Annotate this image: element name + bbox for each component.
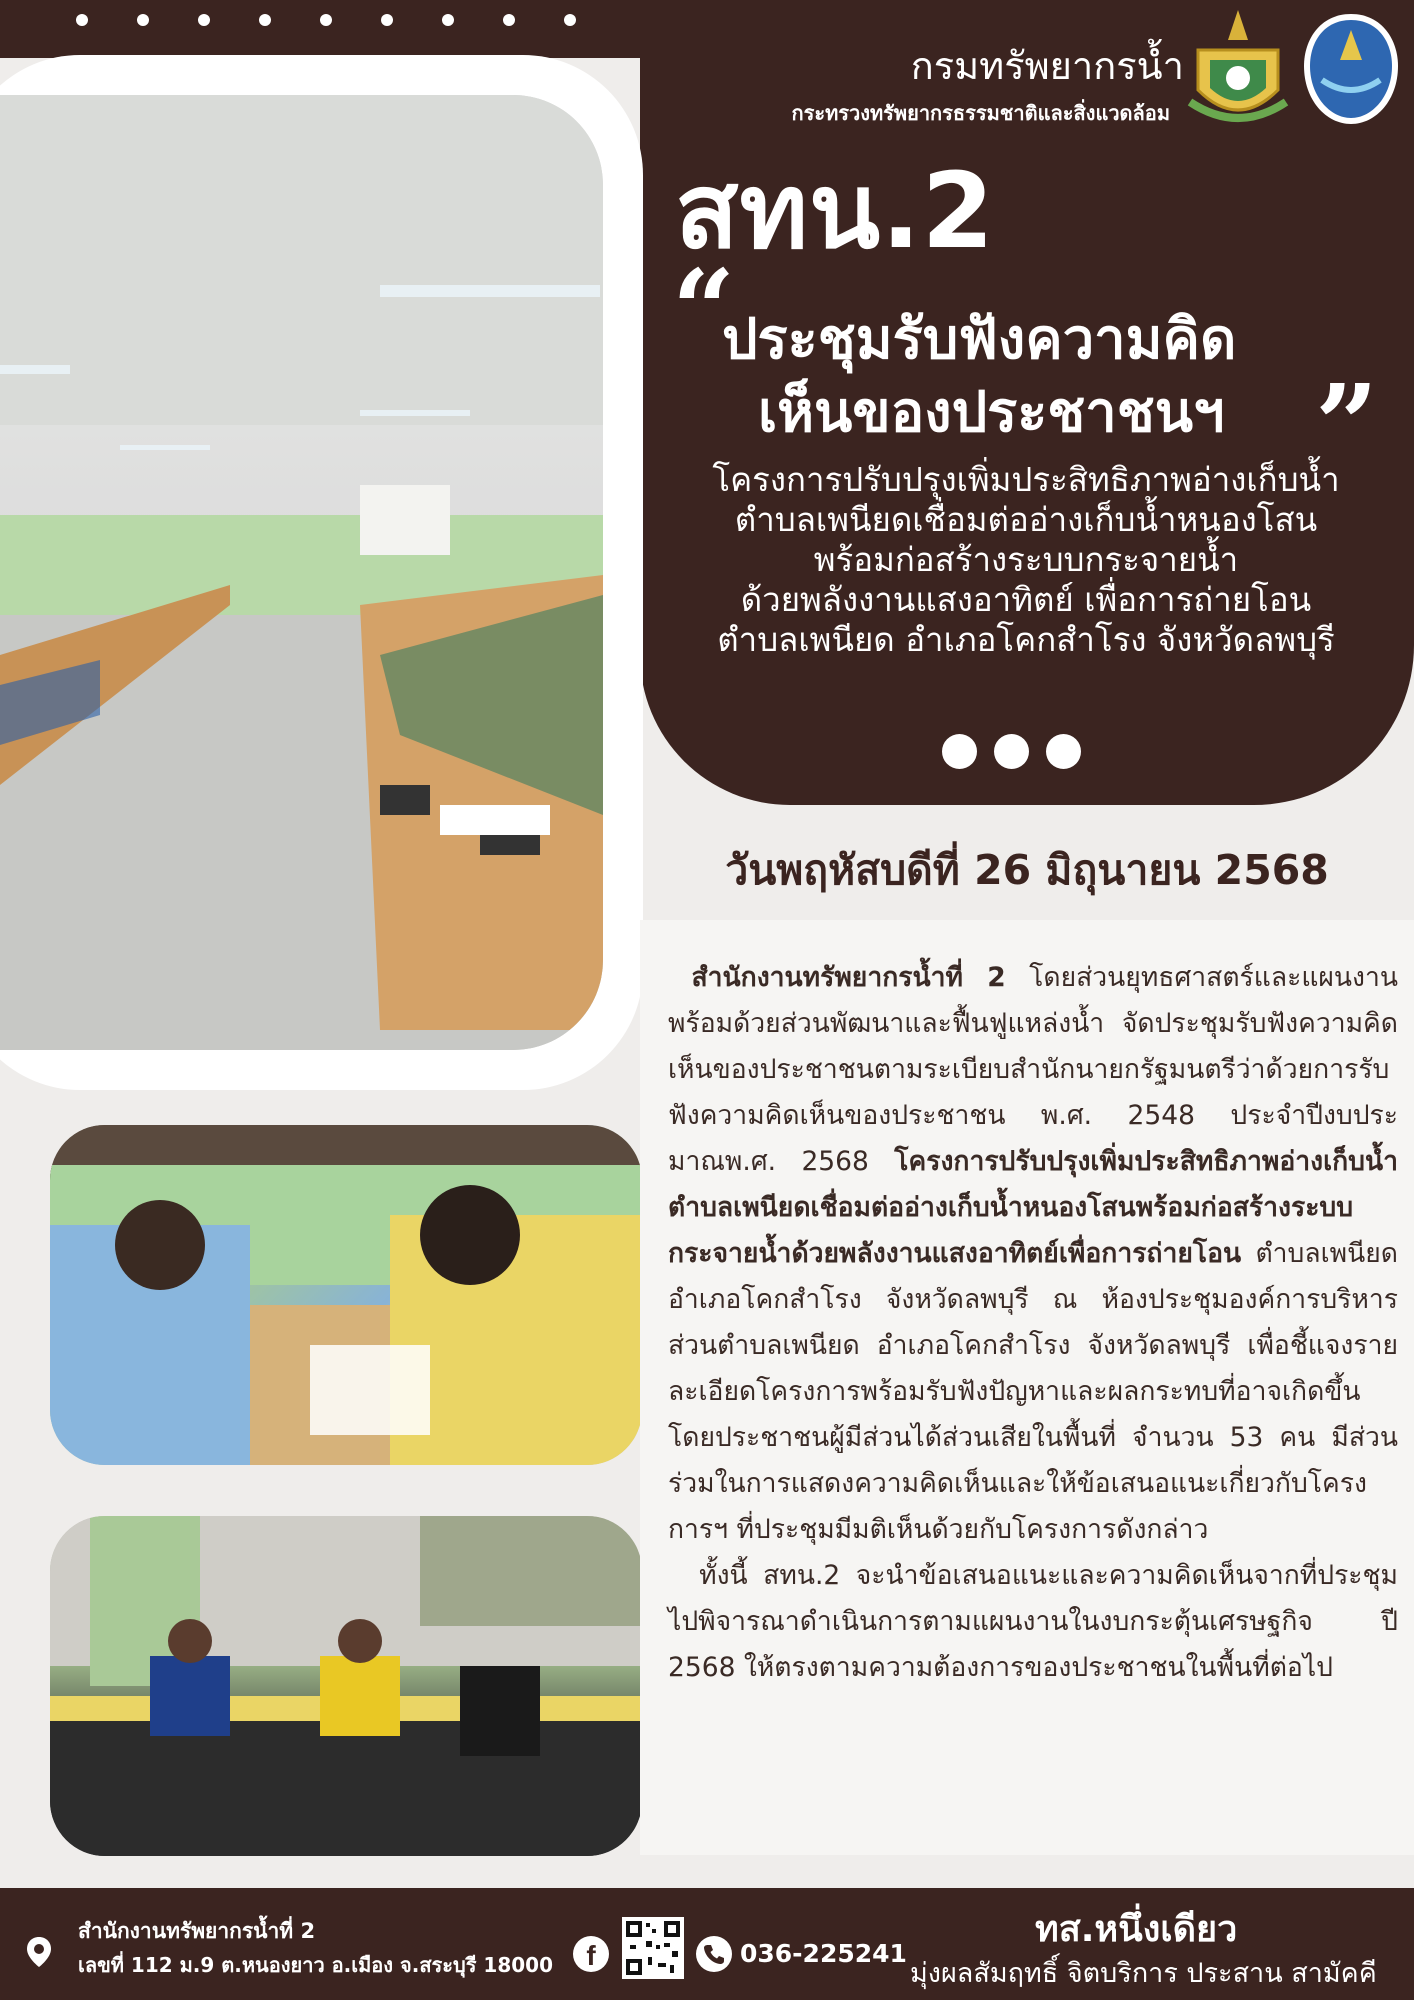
headline-line-1: ประชุมรับฟังความคิด	[722, 307, 1237, 372]
phone-number: 036-225241	[740, 1939, 907, 1968]
quote-close-mark: ”	[1315, 360, 1379, 489]
body-lead: สำนักงานทรัพยากรน้ำที่ 2	[691, 962, 1006, 993]
project-line: โครงการปรับปรุงเพิ่มประสิทธิภาพอ่างเก็บน้ำ	[712, 460, 1340, 499]
body-text-part: ตำบลเพนียด อำเภอโคกสำโรง จังหวัดลพบุรี ณ ห้องประชุมองค์การบริหารส่วนตำบลเพนียด อำเภอโคกสำโรง จังหวัดลพบุรี เพื่อชี้แจงรายละเอียดโครงการพร้อมรับฟังปัญหาและผลกระทบที่อาจเกิดขึ้น โดยประชาชนผู้มีส่วนได้ส่วนเสียในพื้นที่ จำนวน 53 คน มีส่วนร่วมในการแสดงความคิดเห็นและให้ข้อเสนอแนะเกี่ยวกับโครงการฯ ที่ประชุมมีมติเห็นด้วยกับโครงการดังกล่าว	[668, 1238, 1398, 1545]
map-pin-icon	[22, 1935, 56, 1969]
photo-registration	[50, 1125, 642, 1465]
project-line: ตำบลเพนียดเชื่อมต่ออ่างเก็บน้ำหนองโสน	[734, 500, 1318, 539]
footer-office-name: สำนักงานทรัพยากรน้ำที่ 2	[78, 1919, 316, 1943]
project-description	[660, 460, 1392, 660]
body-text-part: โดยส่วนยุทธศาสตร์และแผนงานพร้อมด้วยส่วนพัฒนาและฟื้นฟูแหล่งน้ำ จัดประชุมรับฟังความคิดเห็นของประชาชนตามระเบียบสำนักนายกรัฐมนตรีว่าด้วยการรับฟังความคิดเห็นของประชาชน พ.ศ. 2548 ประจำปีงบประมาณพ.ศ. 2568	[668, 962, 1398, 1177]
body-text-part: ทั้งนี้ สทน.2 จะนำข้อเสนอแนะและความคิดเห็นจากที่ประชุมไปพิจารณาดำเนินการตามแผนงานในงบกระตุ้นเศรษฐกิจ ปี 2568 ให้ตรงตามความต้องการของประชาชนในพื้นที่ต่อไป	[668, 1560, 1398, 1683]
decorative-dots-large	[942, 734, 1081, 769]
facebook-icon[interactable]: f	[573, 1936, 609, 1972]
headline-line-2: เห็นของประชาชนฯ	[758, 380, 1225, 445]
decorative-dots-top	[76, 14, 576, 26]
quote-open-mark: “	[672, 245, 736, 374]
footer-address: เลขที่ 112 ม.9 ต.หนองยาว อ.เมือง จ.สระบุรี 18000	[78, 1953, 553, 1977]
body-paragraph-1	[668, 955, 1398, 1553]
slogan-title: ทส.หนึ่งเดียว	[1035, 1909, 1238, 1950]
department-name: กรมทรัพยากรน้ำ	[910, 44, 1184, 88]
slogan-text: มุ่งผลสัมฤทธิ์ จิตบริการ ประสาน สามัคคี	[910, 1958, 1377, 1989]
project-line: พร้อมก่อสร้างระบบกระจายน้ำ	[813, 540, 1239, 579]
event-date: วันพฤหัสบดีที่ 26 มิถุนายน 2568	[725, 846, 1329, 894]
ministry-emblem-icon	[1184, 10, 1292, 136]
ministry-name: กระทรวงทรัพยากรธรรมชาติและสิ่งแวดล้อม	[791, 101, 1170, 125]
body-text	[668, 955, 1398, 1691]
photo-officials	[50, 1516, 642, 1856]
water-dept-logo-icon	[1300, 10, 1402, 128]
photo-meeting-hall	[0, 95, 603, 1050]
body-paragraph-2	[668, 1553, 1398, 1691]
project-line: ด้วยพลังงานแสงอาทิตย์ เพื่อการถ่ายโอน	[740, 580, 1312, 619]
body-project-name: โครงการปรับปรุงเพิ่มประสิทธิภาพอ่างเก็บน้ำตำบลเพนียดเชื่อมต่ออ่างเก็บน้ำหนองโสนพร้อมก่อสร้างระบบกระจายน้ำด้วยพลังงานแสงอาทิตย์เพื่อการถ่ายโอน	[668, 1146, 1398, 1269]
project-line: ตำบลเพนียด อำเภอโคกสำโรง จังหวัดลพบุรี	[717, 620, 1335, 659]
qr-code[interactable]	[622, 1917, 684, 1979]
org-short-name: สทน.2	[675, 150, 995, 272]
phone-icon[interactable]	[696, 1936, 732, 1972]
